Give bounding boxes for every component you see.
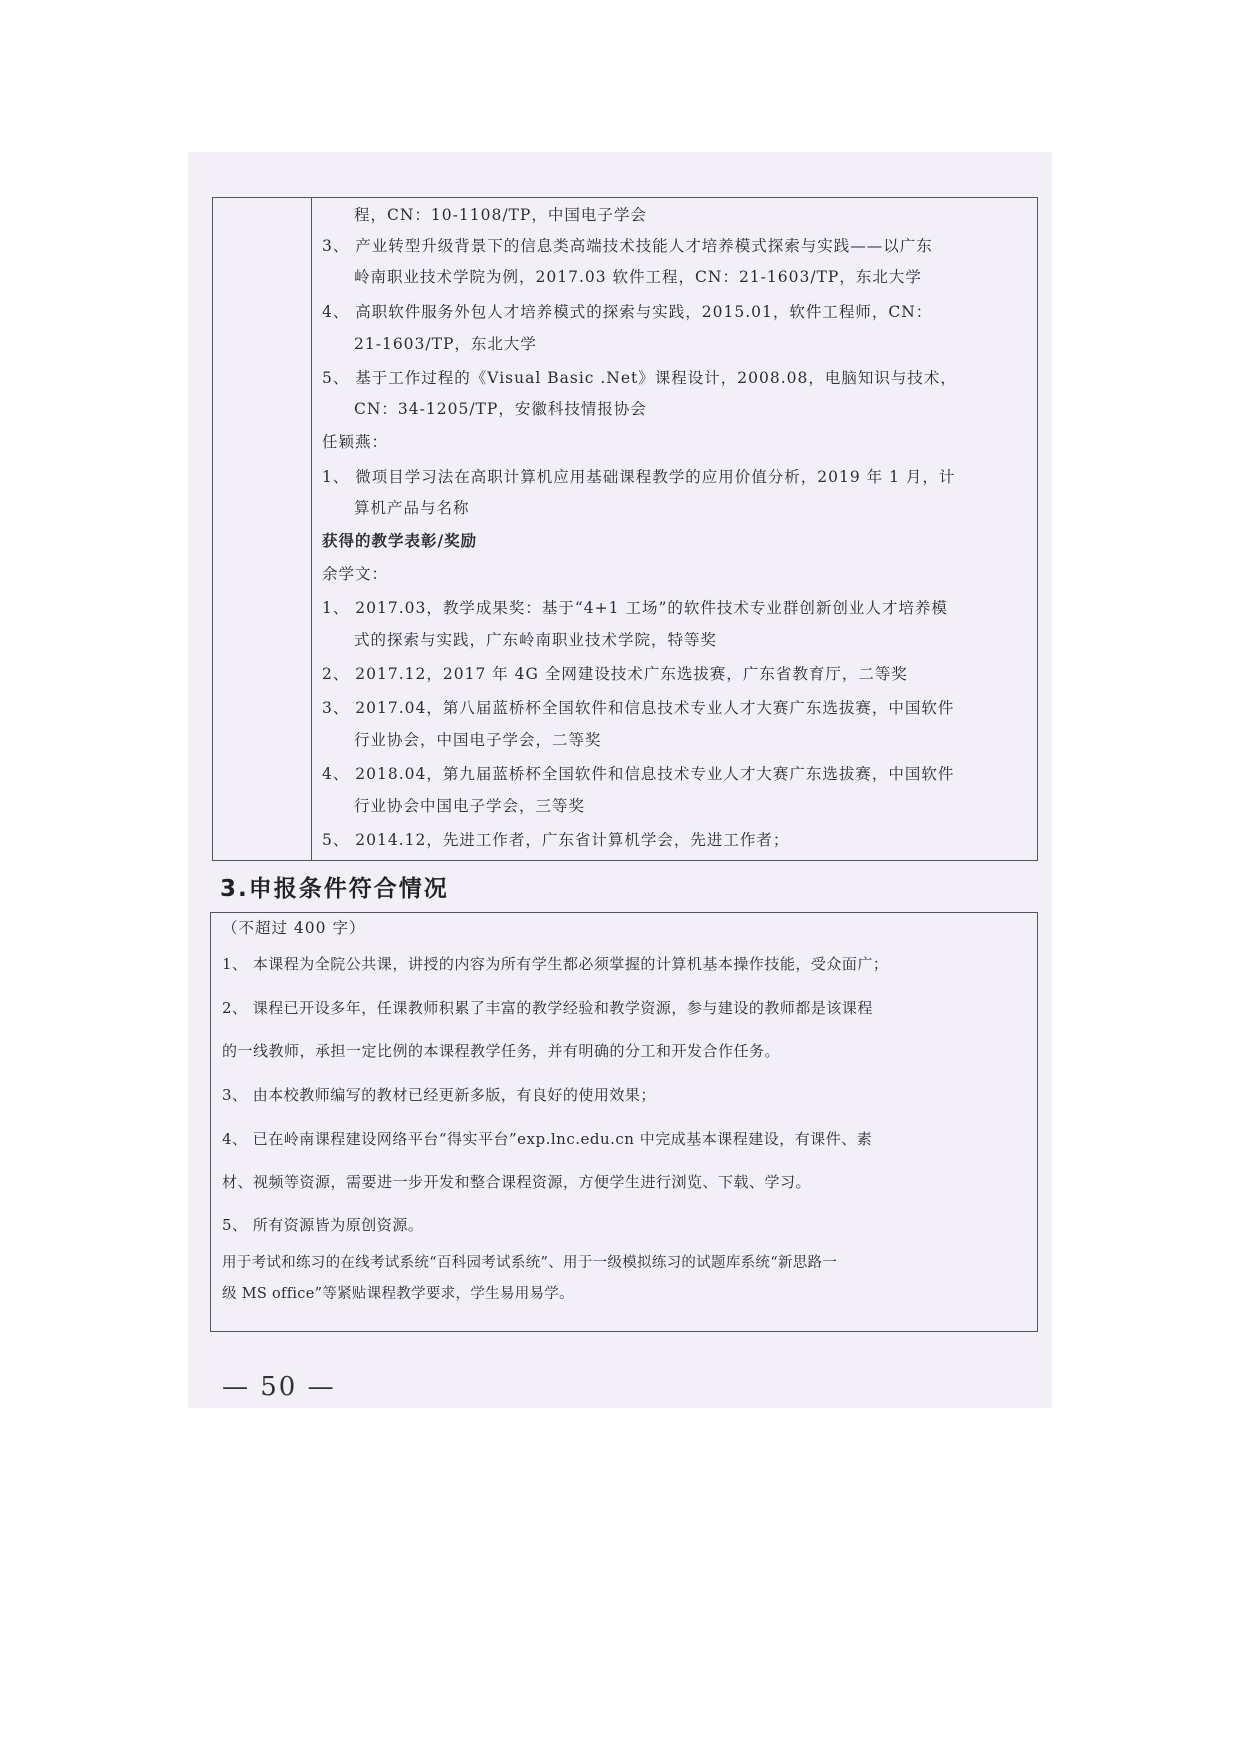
text-line: 算机产品与名称 xyxy=(354,499,470,517)
publications-awards-table xyxy=(212,197,1038,861)
text-line: 4、 2018.04，第九届蓝桥杯全国软件和信息技术专业人才大赛广东选拔赛，中国软件 xyxy=(322,765,955,783)
text-line: 行业协会，中国电子学会，二等奖 xyxy=(354,731,602,749)
text-line: 1、 微项目学习法在高职计算机应用基础课程教学的应用价值分析，2019 年 1 月，计 xyxy=(322,468,956,486)
text-line: 式的探索与实践，广东岭南职业技术学院，特等奖 xyxy=(354,631,718,649)
text-line: 4、 已在岭南课程建设网络平台“得实平台”exp.lnc.edu.cn 中完成基本课程建设，有课件、素 xyxy=(222,1130,873,1148)
text-line: 1、 2017.03，教学成果奖：基于“4+1 工场”的软件技术专业群创新创业人才培养模 xyxy=(322,599,948,617)
text-line: 3、 由本校教师编写的教材已经更新多版，有良好的使用效果； xyxy=(222,1086,656,1104)
text-line: 任颖燕： xyxy=(322,433,389,451)
text-line: 岭南职业技术学院为例，2017.03 软件工程，CN：21-1603/TP，东北大学 xyxy=(354,268,922,286)
table-column-divider xyxy=(311,198,312,860)
text-line: 用于考试和练习的在线考试系统“百科园考试系统”、用于一级模拟练习的试题库系统“新思路一 xyxy=(222,1255,838,1271)
text-line: 4、 高职软件服务外包人才培养模式的探索与实践，2015.01，软件工程师，CN： xyxy=(322,303,933,321)
text-line: 2、 课程已开设多年，任课教师积累了丰富的教学经验和教学资源，参与建设的教师都是该课程 xyxy=(222,999,873,1017)
text-line: 材、视频等资源，需要进一步开发和整合课程资源，方便学生进行浏览、下载、学习。 xyxy=(222,1173,812,1191)
text-line: 级 MS office”等紧贴课程教学要求，学生易用易学。 xyxy=(222,1286,574,1302)
text-line: CN：34-1205/TP，安徽科技情报协会 xyxy=(354,400,647,418)
text-line: 3、 2017.04，第八届蓝桥杯全国软件和信息技术专业人才大赛广东选拔赛，中国软件 xyxy=(322,699,955,717)
text-line: 2、 2017.12，2017 年 4G 全网建设技术广东选拔赛，广东省教育厅，二等奖 xyxy=(322,665,908,683)
text-line: 余学文： xyxy=(322,565,389,583)
text-line: 5、 2014.12，先进工作者，广东省计算机学会，先进工作者； xyxy=(322,831,790,849)
text-line: 5、 所有资源皆为原创资源。 xyxy=(222,1216,424,1234)
word-limit-note: （不超过 400 字） xyxy=(222,919,366,937)
text-line: 1、 本课程为全院公共课，讲授的内容为所有学生都必须掌握的计算机基本操作技能，受众面广； xyxy=(222,955,889,973)
awards-subheading: 获得的教学表彰/奖励 xyxy=(322,531,478,550)
text-line: 的一线教师，承担一定比例的本课程教学任务，并有明确的分工和开发合作任务。 xyxy=(222,1042,781,1060)
text-line: 21-1603/TP，东北大学 xyxy=(354,335,537,353)
page-number: — 50 — xyxy=(222,1372,336,1402)
text-line: 程，CN：10-1108/TP，中国电子学会 xyxy=(354,206,647,224)
text-line: 3、 产业转型升级背景下的信息类高端技术技能人才培养模式探索与实践——以广东 xyxy=(322,237,933,255)
section-heading: 3.申报条件符合情况 xyxy=(220,876,449,902)
text-line: 行业协会中国电子学会，三等奖 xyxy=(354,797,586,815)
text-line: 5、 基于工作过程的《Visual Basic .Net》课程设计，2008.08，电脑知识与技术， xyxy=(322,369,957,387)
